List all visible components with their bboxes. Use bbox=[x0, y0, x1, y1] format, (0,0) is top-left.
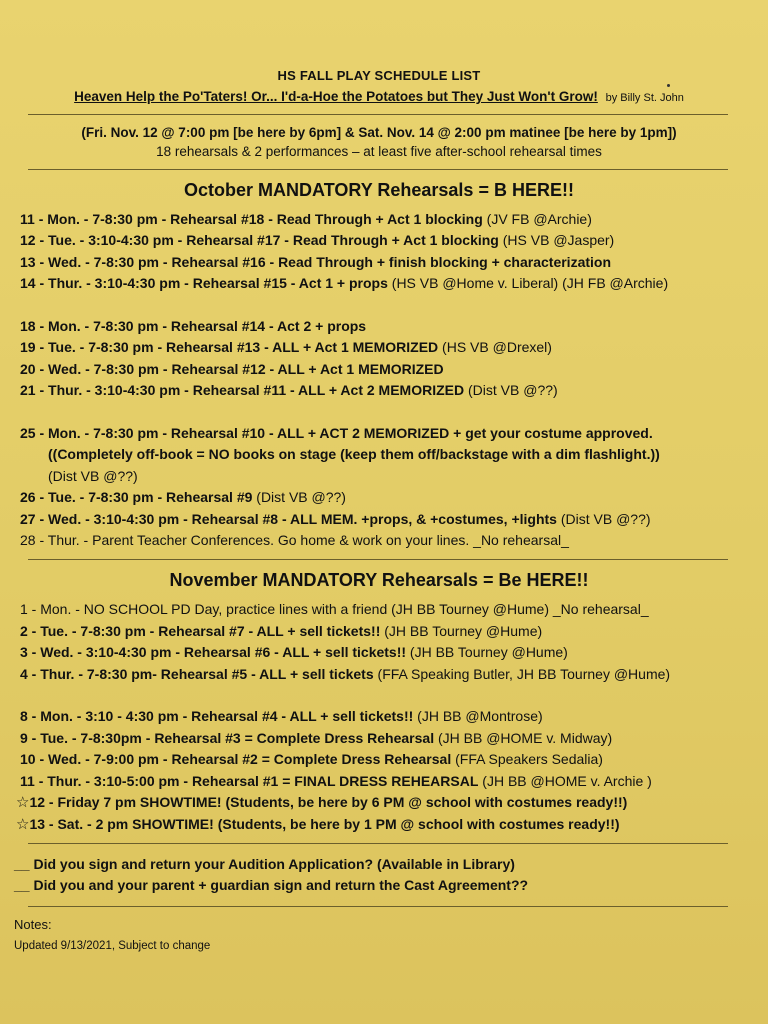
row-main-text: 11 - Mon. - 7-8:30 pm - Rehearsal #18 - Read Through + Act 1 blocking bbox=[20, 211, 483, 227]
schedule-row bbox=[20, 209, 740, 230]
october-rehearsal-list bbox=[18, 209, 740, 551]
november-heading: November MANDATORY Rehearsals = Be HERE!! bbox=[169, 570, 589, 591]
row-extra-text: (JV FB @Archie) bbox=[482, 211, 592, 227]
spacer bbox=[20, 295, 740, 316]
row-extra-text: (Dist VB @??) bbox=[464, 382, 558, 399]
schedule-row bbox=[20, 728, 740, 749]
schedule-row bbox=[20, 664, 740, 685]
schedule-row bbox=[20, 359, 740, 380]
row-main-text: 12 - Tue. - 3:10-4:30 pm - Rehearsal #17 - Read Through + Act 1 blocking bbox=[20, 232, 499, 249]
row-main-text: 14 - Thur. - 3:10-4:30 pm - Rehearsal #15 - Act 1 + props bbox=[20, 275, 388, 292]
row-extra-text: (JH BB @Montrose) bbox=[413, 708, 543, 725]
row-extra-text: (FFA Speaking Butler, JH BB Tourney @Hume) bbox=[373, 665, 671, 682]
row-main-text: ((Completely off-book = NO books on stage (keep them off/backstage with a dim flashlight.)) bbox=[48, 446, 660, 463]
divider bbox=[28, 906, 728, 907]
row-main-text: 27 - Wed. - 3:10-4:30 pm - Rehearsal #8 - ALL MEM. +props, & +costumes, +lights bbox=[20, 510, 557, 527]
schedule-row bbox=[16, 792, 740, 813]
play-author: by Billy St. John bbox=[605, 92, 684, 104]
row-main-text: 4 - Thur. - 7-8:30 pm- Rehearsal #5 - ALL + sell tickets bbox=[20, 665, 374, 682]
checklist-item-audition: __ Did you sign and return your Audition Application? (Available in Library) bbox=[14, 855, 515, 872]
schedule-row bbox=[20, 509, 740, 530]
row-extra-text: (HS VB @Drexel) bbox=[438, 339, 552, 356]
october-heading: October MANDATORY Rehearsals = B HERE!! bbox=[184, 180, 574, 200]
row-main-text: 13 - Wed. - 7-8:30 pm - Rehearsal #16 - Read Through + finish blocking + characterization bbox=[20, 253, 612, 270]
row-main-text: 11 - Thur. - 3:10-5:00 pm - Rehearsal #1 = FINAL DRESS REHEARSAL bbox=[20, 772, 479, 789]
spacer bbox=[20, 685, 740, 706]
schedule-row bbox=[20, 273, 740, 294]
row-extra-text: (JH BB Tourney @Hume) bbox=[380, 622, 543, 639]
row-extra-text: (JH BB Tourney @Hume) bbox=[406, 644, 568, 661]
rehearsal-summary: 18 rehearsals & 2 performances – at least five after-school rehearsal times bbox=[156, 144, 602, 159]
row-main-text: 19 - Tue. - 7-8:30 pm - Rehearsal #13 - ALL + Act 1 MEMORIZED bbox=[20, 339, 439, 356]
play-subtitle bbox=[18, 89, 740, 104]
row-extra-text: (HS VB @Home v. Liberal) (JH FB @Archie) bbox=[387, 275, 669, 292]
november-rehearsal-list bbox=[18, 599, 740, 834]
schedule-row bbox=[20, 466, 740, 487]
row-extra-text: (Dist VB @??) bbox=[48, 467, 138, 484]
row-extra-text: 28 - Thur. - Parent Teacher Conferences. Go home & work on your lines. _No rehearsal_ bbox=[20, 532, 569, 549]
divider bbox=[28, 843, 728, 844]
row-extra-text: (JH BB @HOME v. Midway) bbox=[434, 729, 613, 746]
schedule-row bbox=[16, 814, 740, 835]
schedule-row bbox=[20, 621, 740, 642]
row-main-text: 21 - Thur. - 3:10-4:30 pm - Rehearsal #11 - ALL + Act 2 MEMORIZED bbox=[20, 382, 465, 399]
row-main-text: 18 - Mon. - 7-8:30 pm - Rehearsal #14 - Act 2 + props bbox=[20, 318, 367, 335]
row-main-text: 9 - Tue. - 7-8:30pm - Rehearsal #3 = Complete Dress Rehearsal bbox=[20, 729, 435, 746]
row-main-text: 13 - Sat. - 2 pm SHOWTIME! (Students, be here by 1 PM @ school with costumes ready!!) bbox=[29, 815, 620, 832]
updated-note: Updated 9/13/2021, Subject to change bbox=[14, 939, 211, 952]
row-main-text: 20 - Wed. - 7-8:30 pm - Rehearsal #12 - ALL + Act 1 MEMORIZED bbox=[20, 360, 444, 377]
row-main-text: 26 - Tue. - 7-8:30 pm - Rehearsal #9 bbox=[20, 489, 253, 506]
schedule-row bbox=[20, 487, 740, 508]
schedule-row bbox=[20, 337, 740, 358]
schedule-row bbox=[20, 380, 740, 401]
row-main-text: 3 - Wed. - 3:10-4:30 pm - Rehearsal #6 - ALL + sell tickets!! bbox=[20, 644, 407, 661]
divider bbox=[28, 559, 728, 560]
ink-dot bbox=[667, 84, 670, 87]
schedule-row bbox=[20, 230, 740, 251]
performance-dates: (Fri. Nov. 12 @ 7:00 pm [be here by 6pm] & Sat. Nov. 14 @ 2:00 pm matinee [be here by 1pm]) bbox=[81, 125, 677, 140]
schedule-row bbox=[20, 771, 740, 792]
schedule-row bbox=[20, 444, 740, 465]
row-main-text: 2 - Tue. - 7-8:30 pm - Rehearsal #7 - ALL + sell tickets!! bbox=[20, 622, 381, 639]
schedule-row bbox=[20, 599, 740, 620]
schedule-row bbox=[20, 423, 740, 444]
star-outline-icon: ☆ bbox=[16, 815, 30, 833]
row-extra-text: 1 - Mon. - NO SCHOOL PD Day, practice lines with a friend (JH BB Tourney @Hume) _No rehearsal_ bbox=[20, 601, 649, 618]
schedule-row bbox=[20, 252, 740, 273]
row-main-text: 8 - Mon. - 3:10 - 4:30 pm - Rehearsal #4 - ALL + sell tickets!! bbox=[20, 708, 414, 725]
row-main-text: 12 - Friday 7 pm SHOWTIME! (Students, be here by 6 PM @ school with costumes ready!!) bbox=[29, 794, 628, 811]
schedule-row bbox=[20, 749, 740, 770]
schedule-row bbox=[20, 706, 740, 727]
row-extra-text: (FFA Speakers Sedalia) bbox=[451, 751, 603, 768]
row-main-text: 25 - Mon. - 7-8:30 pm - Rehearsal #10 - ALL + ACT 2 MEMORIZED + get your costume approved. bbox=[20, 425, 653, 442]
divider bbox=[28, 114, 728, 115]
divider bbox=[28, 169, 728, 170]
play-title: Heaven Help the Po'Taters! Or... I'd-a-Hoe the Potatoes but They Just Won't Grow! bbox=[74, 89, 598, 104]
checklist-item-cast-agreement: __ Did you and your parent + guardian sign and return the Cast Agreement?? bbox=[14, 876, 529, 893]
row-extra-text: (Dist VB @??) bbox=[252, 489, 346, 506]
row-extra-text: (HS VB @Jasper) bbox=[498, 232, 615, 249]
row-extra-text: (JH BB @HOME v. Archie ) bbox=[478, 772, 652, 789]
document-title: HS FALL PLAY SCHEDULE LIST bbox=[277, 68, 481, 83]
notes-label: Notes: bbox=[14, 916, 52, 932]
star-outline-icon: ☆ bbox=[16, 794, 30, 812]
spacer bbox=[20, 402, 740, 423]
schedule-row bbox=[20, 530, 740, 551]
schedule-row bbox=[20, 316, 740, 337]
row-extra-text: (Dist VB @??) bbox=[556, 510, 651, 527]
schedule-row bbox=[20, 642, 740, 663]
row-main-text: 10 - Wed. - 7-9:00 pm - Rehearsal #2 = Complete Dress Rehearsal bbox=[20, 751, 452, 768]
